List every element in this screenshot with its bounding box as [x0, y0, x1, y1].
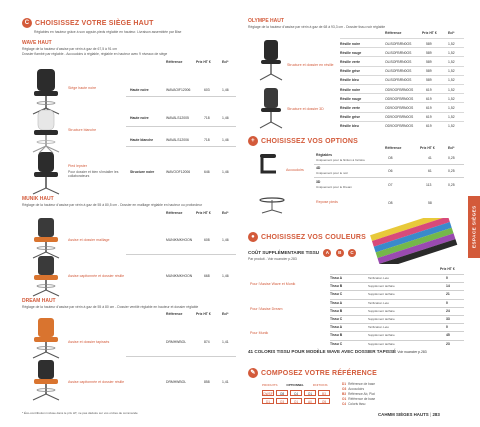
reference-legend-item	[342, 397, 375, 401]
option1-name: Réglables	[316, 153, 333, 157]
olympe-cell-color: Résille noire	[340, 41, 361, 46]
reference-title-text: COMPOSEZ VOTRE RÉFÉRENCE	[261, 369, 378, 377]
olympe-cell-price: 589	[426, 59, 432, 64]
munik-item2-ref: MUNIKMKHOON	[166, 274, 193, 278]
couleurs-cell-tissu: Tissu C	[330, 341, 343, 346]
olympe-cell-price: 619	[426, 105, 432, 110]
option1-desc: Uniquement pour la finition à l'arrière	[316, 158, 365, 162]
olympe-row	[340, 102, 464, 111]
wave-item1-name: Haute noire	[130, 88, 149, 92]
reference-legend-code: O1	[342, 397, 347, 401]
couleurs-cell-price: 45	[446, 333, 450, 338]
couleurs-cell-price: 0	[446, 276, 448, 280]
option1-ref: O8	[388, 156, 393, 160]
reference-legend-item	[342, 382, 375, 386]
wave-item1-ref: WAVAOIF12006	[166, 88, 191, 92]
ref-label-finitions: FINITIONS	[312, 383, 328, 387]
couleurs-cell-tissu: Tissu A	[330, 325, 343, 330]
wave-header-price: Prix HT €	[196, 60, 211, 64]
munik-header-eco: Ecl*	[222, 211, 229, 215]
dream-item2-eco: 1,41	[222, 380, 229, 384]
munik-header-ref: Référence	[166, 211, 183, 215]
wave-item2-name: Haute noire	[130, 116, 149, 120]
couleurs-cell-price: 14	[446, 284, 450, 289]
divider	[330, 315, 464, 316]
couleurs-cell-desc: Supplément tarifaire	[368, 284, 395, 289]
olympe-cell-color: Résille verte	[340, 105, 360, 110]
couleurs-cell-tissu: Tissu C	[330, 317, 343, 321]
reference-legend-text: Référence de base	[348, 382, 376, 386]
olympe-cell-eco: 1,52	[448, 78, 455, 83]
couleurs-cell-tissu: Tissu B	[330, 284, 343, 289]
options-title	[248, 136, 358, 146]
wave-item3-note: Pour dossier et bien s'installer les collaborateurs	[68, 170, 119, 179]
couleurs-cell-price: 21	[446, 292, 450, 297]
couleurs-cell-desc: Supplément tarifaire	[368, 341, 395, 346]
badge-a: A	[323, 249, 331, 257]
reference-cell: O1	[304, 390, 316, 396]
option2-eco: 0,25	[448, 169, 455, 173]
munik-item1-eco: 1,46	[222, 238, 229, 242]
olympe-cell-ref: OD9OOFBRN0OS	[385, 124, 414, 129]
couleurs-title	[248, 232, 366, 242]
couleurs-group-label: Pour l'Assise Dream	[250, 306, 283, 311]
dream-item2-price: 858	[204, 380, 210, 384]
wave-item2-price2: 718	[204, 138, 210, 142]
side-tab[interactable]	[468, 196, 480, 258]
munik-desc: Réglage de la hauteur d'assise par vérin à gaz de 55 à 80,5 cm - Dossier en maillage réglable en hauteur ou profondeur	[22, 203, 203, 207]
divider	[314, 177, 464, 178]
reference-legend-code: O3	[342, 387, 347, 391]
dream-title: DREAM HAUT	[22, 298, 56, 304]
reference-cell: O3	[276, 398, 288, 404]
munik-item1-ref: MUNIKMKHOON	[166, 238, 193, 242]
edit-icon: ✎	[248, 368, 258, 378]
olympe-cell-color: Résille rouge	[340, 96, 362, 101]
olympe-cell-ref: OD9OOFBRN0OS	[385, 87, 414, 92]
munik-item1-price: 608	[204, 238, 210, 242]
couleurs-cell-price: 23	[446, 341, 450, 346]
olympe-row	[340, 84, 464, 93]
reference-legend-text: Référence Ab, Plat	[348, 392, 375, 396]
olympe-row	[340, 75, 464, 84]
olympe-cell-color: Résille verte	[340, 59, 360, 64]
couleurs-cell-price: 0	[446, 300, 448, 305]
olympe-cell-eco: 1,52	[448, 96, 455, 101]
couleurs-cell-desc: Supplément tarifaire	[368, 292, 395, 297]
footrest-image	[256, 192, 288, 214]
reference-legend-code: C4	[342, 402, 347, 406]
olympe-header-eco: Ecl*	[448, 31, 455, 35]
wave-desc2: Dossier flambé par réglable - Accoudoirs à réglable, réglable en hauteur avec 9 niveaux de siège	[22, 52, 168, 56]
reference-legend-item	[342, 387, 364, 391]
olympe-chair-image-2	[256, 86, 286, 130]
wave-item1-eco: 1,46	[222, 88, 229, 92]
olympe-cell-price: 589	[426, 50, 432, 55]
olympe-cell-eco: 1,52	[448, 115, 455, 120]
page-number: 283	[432, 412, 440, 417]
divider	[330, 323, 464, 324]
wave-item2-ref: WAVALS12005	[166, 116, 189, 120]
wave-item2-name2: Haute blanche	[130, 138, 154, 142]
olympe-row	[340, 38, 464, 47]
reference-legend-text: Coloris tissu	[348, 402, 366, 406]
option4-ref: O8	[388, 201, 393, 205]
olympe-cell-ref: OD9OOFBRN0OS	[385, 96, 414, 101]
divider	[330, 340, 464, 341]
armrest-image	[256, 152, 282, 182]
olympe-cell-eco: 1,52	[448, 50, 455, 55]
wave-chair-image-3	[28, 150, 64, 196]
olympe-cell-ref: OLISOFBRN0OS	[385, 41, 412, 46]
olympe-cell-ref: OLISOFBRN0OS	[385, 78, 412, 83]
reference-labels	[262, 383, 328, 387]
olympe-cell-ref: OD9OOFBRN0OS	[385, 105, 414, 110]
munik-item2-eco: 1,46	[222, 274, 229, 278]
ref-label-optionnel: OPTIONNEL	[286, 383, 304, 387]
couleurs-cell-price: 24	[446, 308, 450, 313]
dream-item1-price: 874	[204, 340, 210, 344]
reference-legend-code: B3	[342, 392, 347, 396]
olympe-cell-ref: OD9OOFBRN0OS	[385, 115, 414, 120]
divider	[330, 290, 464, 291]
olympe-cell-eco: 1,52	[448, 69, 455, 74]
wave-item2-eco2: 1,46	[222, 138, 229, 142]
olympe-row	[340, 93, 464, 102]
couleurs-cell-tissu: Tissu C	[330, 292, 343, 297]
couleurs-footer	[248, 349, 427, 354]
option2-desc: Uniquement pour le noir	[316, 171, 349, 175]
accoudoirs-label: Accoudoirs	[286, 168, 304, 172]
divider	[330, 274, 464, 275]
divider	[126, 356, 236, 357]
badge-b: B	[336, 249, 344, 257]
couleurs-note: Par produit - Voir nuancier p.283	[248, 257, 297, 261]
reference-cell: D1	[262, 398, 274, 404]
option3-desc: Uniquement pour le Dream	[316, 185, 353, 189]
couleurs-footer-note: Voir nuancier p.283	[397, 350, 427, 354]
divider	[126, 146, 236, 147]
divider	[314, 164, 464, 165]
olympe-header-ref: Référence	[385, 31, 402, 35]
couleurs-cell-desc: Supplément tarifaire	[368, 333, 395, 338]
dream-item2-ref: DRMHWBOL	[166, 380, 187, 384]
couleurs-cell-tissu: Tissu A	[330, 300, 343, 305]
option3-ref: O7	[388, 183, 393, 187]
divider	[126, 126, 236, 127]
fabric-swatches-image	[364, 218, 464, 264]
ref-label-produits: PRODUITS	[262, 383, 278, 387]
olympe-cell-color: Résille rouge	[340, 50, 362, 55]
option2-ref: O6	[388, 169, 393, 173]
olympe-chair-image-1	[256, 38, 286, 82]
section-number-icon: C	[22, 18, 32, 28]
wave-item1-label: Siège haute noire	[68, 86, 97, 90]
divider	[126, 254, 236, 255]
option3-name: 3D	[316, 180, 321, 184]
reference-cell: DWSF	[263, 392, 273, 396]
olympe-cell-price: 619	[426, 115, 432, 120]
munik-item2-label: Assise capitonnée et dossier résille	[68, 274, 125, 278]
badge-c: C	[348, 249, 356, 257]
olympe-cell-color: Résille bleu	[340, 124, 359, 129]
wave-item3-ref: WAVOOF12006	[166, 170, 191, 174]
olympe-group2-label: Structure et dossier 3D	[287, 107, 324, 111]
divider	[330, 282, 464, 283]
olympe-cell-ref: OLISOFBRN0OS	[385, 50, 412, 55]
wave-item3-label: Pied lepster	[68, 164, 87, 168]
couleurs-subtitle-text: COÛT SUPPLÉMENTAIRE TISSU	[248, 250, 320, 256]
wave-header-ref: Référence	[166, 60, 183, 64]
reference-title	[248, 368, 377, 378]
wave-chair-image-2	[28, 108, 64, 154]
divider	[330, 299, 464, 300]
left-section-title	[22, 18, 154, 28]
couleurs-cell-price: 0	[446, 325, 448, 330]
munik-chair-image-2	[28, 254, 64, 298]
olympe-cell-price: 619	[426, 124, 432, 129]
dream-item1-ref: DRMHWBOL	[166, 340, 187, 344]
option1-eco: 0,25	[448, 156, 455, 160]
dream-header-price: Prix HT €	[196, 312, 211, 316]
left-section-note: Réglables en hauteur grâce à son appuie-pieds réglable en hauteur. Livraison assemblée par Bise	[34, 30, 182, 34]
olympe-cell-ref: OLISOFBRN0OS	[385, 69, 412, 74]
couleurs-header-price: Prix HT €	[440, 267, 455, 271]
olympe-cell-eco: 1,52	[448, 59, 455, 64]
couleurs-cell-price: 33	[446, 317, 450, 321]
olympe-row	[340, 121, 464, 130]
palette-icon: ●	[248, 232, 258, 242]
olympe-cell-price: 589	[426, 69, 432, 74]
plus-icon: +	[248, 136, 258, 146]
olympe-cell-color: Résille grise	[340, 115, 360, 120]
left-section-title-text: CHOISISSEZ VOTRE SIÈGE HAUT	[35, 19, 154, 27]
couleurs-group-label: Pour l'Assise Wave et Munik	[250, 282, 296, 286]
munik-header-price: Prix HT €	[196, 211, 211, 215]
olympe-cell-price: 589	[426, 41, 432, 46]
reference-cell: O1	[290, 398, 302, 404]
olympe-cell-eco: 1,52	[448, 105, 455, 110]
couleurs-title-text: CHOISISSEZ VOS COULEURS	[261, 233, 366, 241]
olympe-row	[340, 112, 464, 121]
olympe-row	[340, 66, 464, 75]
dream-header-ref: Référence	[166, 312, 183, 316]
reference-cell: B3	[318, 390, 330, 396]
wave-desc1: Réglage de la hauteur d'assise par vérin à gaz de 67,5 à 91 cm	[22, 47, 118, 51]
wave-item3-name: Structure noire	[130, 170, 155, 174]
options-title-text: CHOISISSEZ VOS OPTIONS	[261, 137, 358, 145]
wave-item2-ref2: WAVALS12006	[166, 138, 189, 142]
wave-item2-label: Structure blanche	[68, 128, 97, 132]
couleurs-subtitle	[248, 249, 359, 257]
couleurs-cell-tissu: Tissu B	[330, 333, 343, 338]
wave-item2-eco: 1,46	[222, 116, 229, 120]
reference-cell: C4	[290, 390, 302, 396]
dream-item1-label: Assise et dossier tapissés	[68, 340, 110, 344]
reference-legend-item	[342, 392, 375, 396]
side-tab-label: ESPACE SIÈGES	[471, 205, 477, 249]
couleurs-footer-text: 41 COLORIS TISSU POUR MODÈLE WAVE AVEC DOSSIER TAPISSÉ	[248, 349, 397, 354]
left-footnote: * Éco-contribution incluse dans le prix HT, ne pas déduire sur vos ordres de commande	[22, 411, 138, 415]
reference-legend-text: Accoudoirs	[348, 387, 365, 391]
options-header-price: Prix HT €	[420, 146, 435, 150]
couleurs-group-label: Pour Munik	[250, 331, 269, 336]
couleurs-cell-tissu: Tissu B	[330, 308, 343, 313]
munik-item1-label: Assise et dossier maillage	[68, 238, 110, 242]
option3-eco: 0,25	[448, 183, 455, 187]
option2-price: 61	[428, 169, 432, 173]
dream-desc: Réglage de la hauteur d'assise par vérin à gaz de 55 à 80 cm - Dossier ventilé réglable en hauteur et dossier réglable	[22, 305, 199, 309]
couleurs-cell-desc: Tarification Leto	[368, 300, 390, 305]
olympe-cell-eco: 1,52	[448, 124, 455, 129]
divider	[330, 331, 464, 332]
reference-cell: O8	[276, 390, 288, 396]
olympe-header-price: Prix HT €	[422, 31, 437, 35]
divider	[330, 307, 464, 308]
olympe-title: OLYMPE HAUT	[248, 18, 284, 24]
olympe-cell-price: 619	[426, 96, 432, 101]
page-footer	[378, 412, 440, 417]
option1-price: 41	[428, 156, 432, 160]
reference-legend-text: Référence de base	[348, 397, 376, 401]
divider	[126, 96, 236, 97]
olympe-row	[340, 47, 464, 56]
option2-name: 4D	[316, 166, 321, 170]
olympe-cell-price: 619	[426, 87, 432, 92]
wave-item3-price: 646	[204, 170, 210, 174]
couleurs-cell-desc: Tarification Leto	[368, 276, 390, 280]
couleurs-cell-tissu: Tissu A	[330, 276, 343, 280]
page-footer-sep: |	[429, 412, 432, 417]
olympe-cell-eco: 1,52	[448, 41, 455, 46]
olympe-table	[340, 31, 464, 135]
olympe-cell-price: 589	[426, 78, 432, 83]
page-footer-text: CAHMM SIÈGES HAUTS	[378, 412, 429, 417]
options-header-ref: Référence	[385, 146, 402, 150]
wave-header-eco: Ecl*	[222, 60, 229, 64]
dream-chair-image-2	[28, 358, 64, 402]
option3-price: 113	[426, 183, 432, 187]
olympe-row	[340, 56, 464, 65]
dream-item1-eco: 1,41	[222, 340, 229, 344]
reference-legend-code: D1	[342, 382, 347, 386]
couleurs-cell-desc: Tarification Leto	[368, 325, 390, 330]
reference-cell: A0	[304, 398, 316, 404]
munik-title: MUNIK HAUT	[22, 196, 54, 202]
options-header-eco: Ecl*	[448, 146, 455, 150]
olympe-cell-ref: OLISOFBRN0OS	[385, 59, 412, 64]
dream-item2-label: Assise capitonnée et dossier résille	[68, 380, 125, 384]
reference-legend-item	[342, 402, 365, 406]
wave-item3-eco: 1,46	[222, 170, 229, 174]
wave-item2-price: 718	[204, 116, 210, 120]
dream-header-eco: Ecl*	[222, 312, 229, 316]
wave-title: WAVE HAUT	[22, 40, 52, 46]
reference-cell: O5	[318, 398, 330, 404]
repose-label: Repose pieds	[316, 200, 338, 204]
option4-price: 58	[428, 201, 432, 205]
olympe-cell-color: Résille grise	[340, 69, 360, 74]
couleurs-cell-desc: Supplément tarifaire	[368, 308, 395, 313]
munik-item2-price: 668	[204, 274, 210, 278]
olympe-cell-eco: 1,52	[448, 87, 455, 92]
dream-chair-image-1	[28, 316, 64, 360]
olympe-group1-label: Structure et dossier en résille	[287, 63, 334, 67]
olympe-cell-color: Résille bleu	[340, 78, 359, 83]
olympe-desc: Réglage de la hauteur d'assise par vérin à gaz de 68 à 93,3 cm - Dossier tissu noir réglable	[248, 25, 386, 29]
wave-item1-price: 603	[204, 88, 210, 92]
couleurs-cell-desc: Supplément tarifaire	[368, 317, 395, 321]
olympe-cell-color: Résille noire	[340, 87, 361, 92]
